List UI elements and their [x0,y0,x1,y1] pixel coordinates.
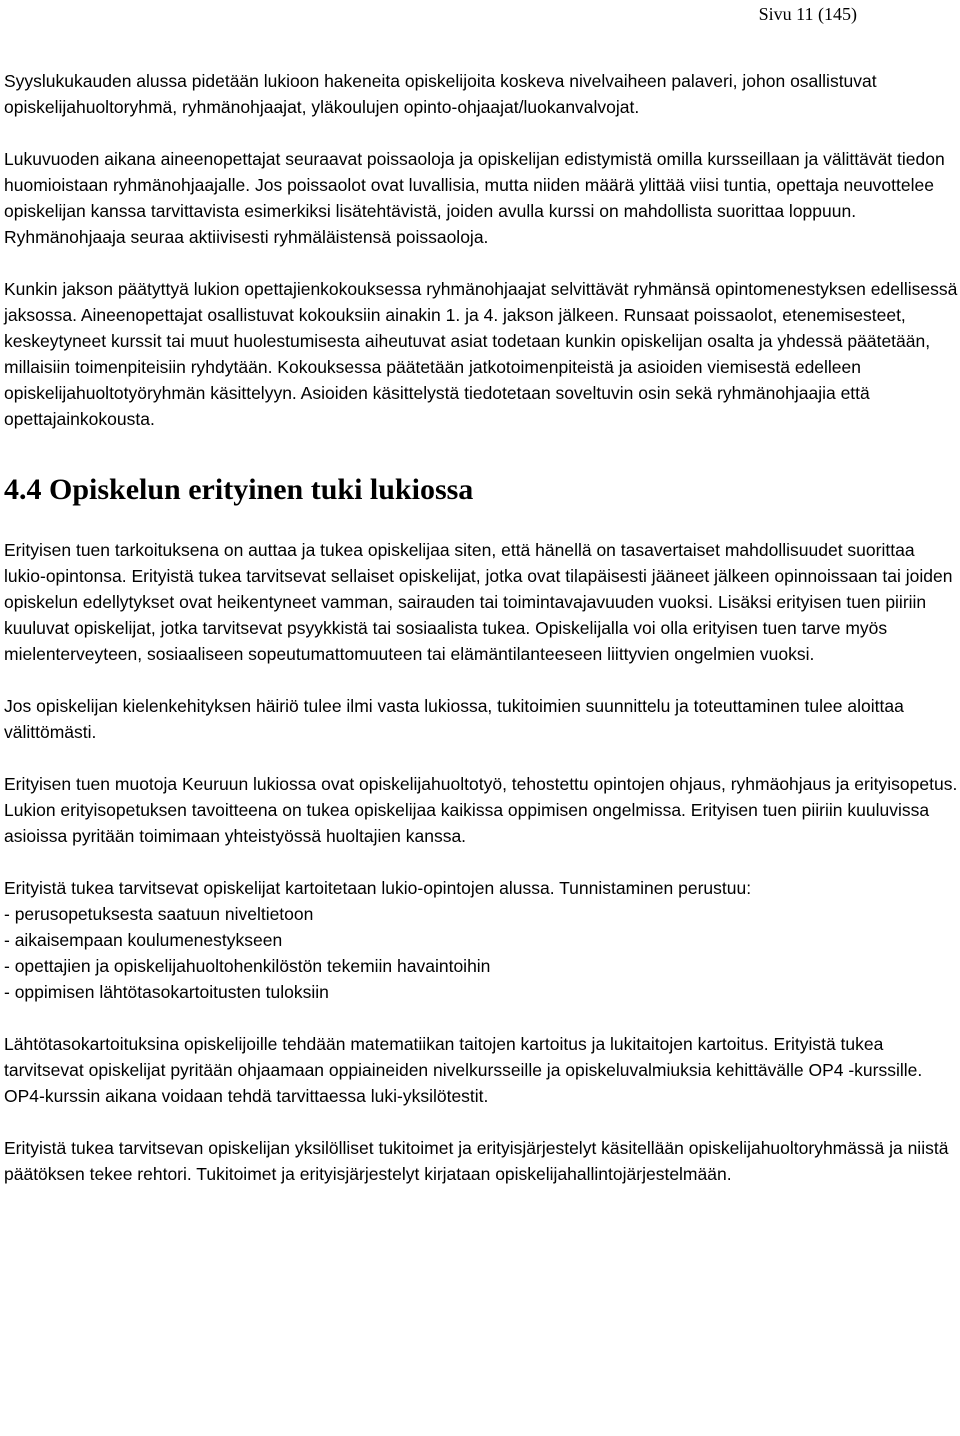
list-item: - opettajien ja opiskelijahuoltohenkilöstön tekemiin havaintoihin [4,956,491,976]
paragraph-individual-measures: Erityistä tukea tarvitsevan opiskelijan yksilölliset tukitoimet ja erityisjärjestelyt käsitellään opiskelijahuoltoryhmässä ja niistä päätöksen tekee rehtori. Tukitoimet ja erityisjärjestelyt kirjataan opiskelijahallintojärjestelmään. [4,1138,949,1184]
paragraph-language-disorder: Jos opiskelijan kielenkehityksen häiriö tulee ilmi vasta lukiossa, tukitoimien suunnittelu ja toteuttaminen tulee aloittaa välittömästi. [4,696,904,742]
document-body [4,68,958,1213]
paragraph-teacher-meeting: Kunkin jakson päätyttyä lukion opettajienkokouksessa ryhmänohjaajat selvittävät ryhmänsä opintomenestyksen edellisessä jaksossa. Aineenopettajat osallistuvat kokouksiin ainakin 1. ja 4. jakson jälkeen. Runsaat poissaolot, etenemisesteet, keskeytyneet kurssit tai muut huolestumisesta aiheutuvat asiat todetaan kunkin opiskelijan osalta ja yhdessä päätetään, millaisiin toimenpiteisiin ryhdytään. Kokouksessa päätetään jatkotoimenpiteistä ja asioiden viemisestä edelleen opiskelijahuoltotyöryhmän käsittelyyn. Asioiden käsittelystä tiedotetaan soveltuvin osin sekä ryhmänohjaajia että opettajainkokousta. [4,279,958,429]
list-item: - aikaisempaan koulumenestykseen [4,930,283,950]
page-number: Sivu 11 (145) [758,4,857,24]
section-heading: 4.4 Opiskelun erityinen tuki lukiossa [4,473,474,506]
paragraph-support-forms: Erityisen tuen muotoja Keuruun lukiossa ovat opiskelijahuoltotyö, tehostettu opintojen ohjaus, ryhmäohjaus ja erityisopetus. Lukion erityisopetuksen tavoitteena on tukea opiskelijaa kaikissa oppimisen ongelmissa. Erityisen tuen piiriin kuuluvissa asioissa pyritään toimimaan yhteistyössä huoltajien kanssa. [4,774,958,846]
list-item: - oppimisen lähtötasokartoitusten tuloksiin [4,982,329,1002]
list-item: - perusopetuksesta saatuun niveltietoon [4,904,314,924]
paragraph-special-support-purpose: Erityisen tuen tarkoituksena on auttaa ja tukea opiskelijaa siten, että hänellä on tasavertaiset mahdollisuudet suorittaa lukio-opintonsa. Erityistä tukea tarvitsevat sellaiset opiskelijat, jotka ovat tilapäisesti jääneet jälkeen opinnoissaan tai joiden opiskelun edellytykset ovat heikentyneet vamman, sairauden tai toimintavajavuuden vuoksi. Lisäksi erityisen tuen piiriin kuuluvat opiskelijat, jotka tarvitsevat psyykkistä tai sosiaalista tukea. Opiskelijalla voi olla erityisen tuen tarve myös mielenterveyteen, sosiaaliseen sopeutumattomuuteen tai elämäntilanteeseen liittyvien ongelmien vuoksi. [4,540,953,664]
paragraph-identification: Erityistä tukea tarvitsevat opiskelijat kartoitetaan lukio-opintojen alussa. Tunnistaminen perustuu: [4,878,752,898]
paragraph-transition-meeting: Syyslukukauden alussa pidetään lukioon hakeneita opiskelijoita koskeva nivelvaiheen palaveri, johon osallistuvat opiskelijahuoltoryhmä, ryhmänohjaajat, yläkoulujen opinto-ohjaajat/luokanvalvojat. [4,71,877,117]
paragraph-absence-monitoring: Lukuvuoden aikana aineenopettajat seuraavat poissaoloja ja opiskelijan edistymistä omilla kursseillaan ja välittävät tiedon huomioistaan ryhmänohjaajalle. Jos poissaolot ovat luvallisia, mutta niiden määrä ylittää viisi tuntia, opettaja neuvottelee opiskelijan kanssa tarvittavista esimerkiksi lisätehtävistä, joiden avulla kurssi on mahdollista suorittaa loppuun. Ryhmänohjaaja seuraa aktiivisesti ryhmäläistensä poissaoloja. [4,149,945,247]
identification-list [4,901,958,1005]
paragraph-baseline-assessment: Lähtötasokartoituksina opiskelijoille tehdään matematiikan taitojen kartoitus ja lukitaitojen kartoitus. Erityistä tukea tarvitsevat opiskelijat pyritään ohjaamaan oppiaineiden nivelkursseille ja opiskeluvalmiuksia kehittävälle OP4 -kurssille. OP4-kurssin aikana voidaan tehdä tarvittaessa luki-yksilötestit. [4,1034,923,1106]
